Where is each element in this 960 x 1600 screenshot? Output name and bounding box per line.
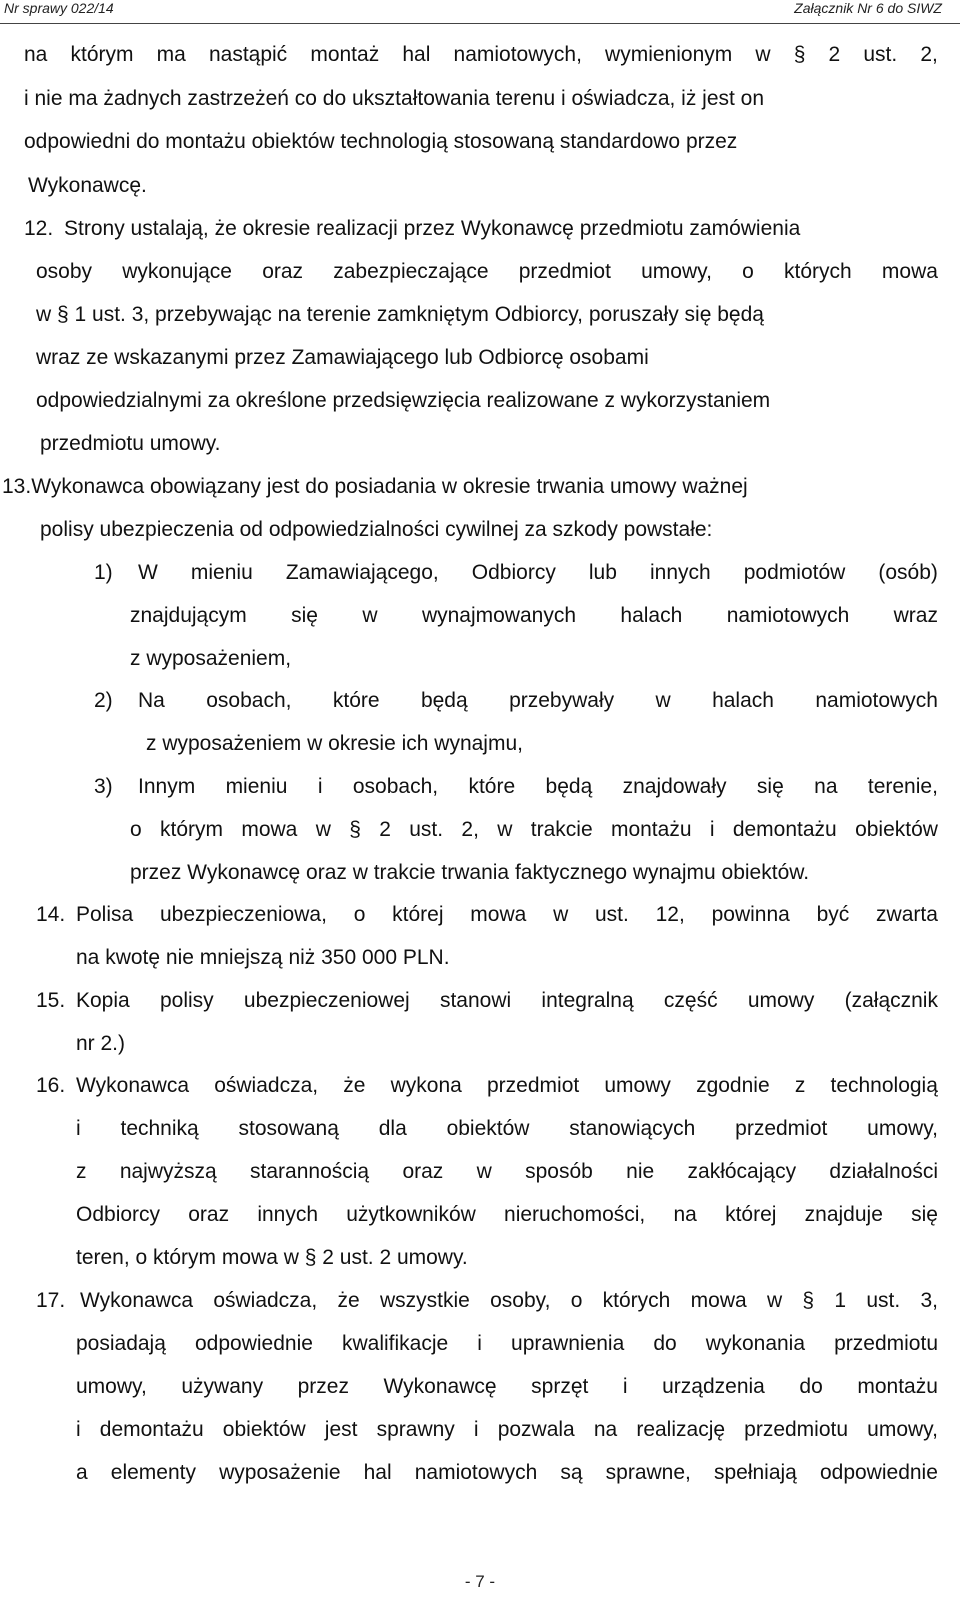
p12-number: 12. xyxy=(24,217,54,240)
p14-line-2: na kwotę nie mniejszą niż 350 000 PLN. xyxy=(76,946,450,969)
item-3-line-2: o którym mowa w § 2 ust. 2, w trakcie montażu i demontażu obiektów xyxy=(130,818,938,841)
item-3-line-3: przez Wykonawcę oraz w trakcie trwania faktycznego wynajmu obiektów. xyxy=(130,861,810,884)
p17-number: 17. xyxy=(36,1289,66,1312)
p11-line-3: odpowiedni do montażu obiektów technologią stosowaną standardowo przez xyxy=(24,130,738,153)
p17-line-1: Wykonawca oświadcza, że wszystkie osoby, o których mowa w § 1 ust. 3, xyxy=(80,1289,938,1312)
item-1-line-2: znajdującym się w wynajmowanych halach namiotowych wraz xyxy=(130,604,938,627)
p16-line-5: teren, o którym mowa w § 2 ust. 2 umowy. xyxy=(76,1246,468,1269)
p12-line-1: Strony ustalają, że okresie realizacji przez Wykonawcę przedmiotu zamówienia xyxy=(64,217,801,240)
p13-line-2: polisy ubezpieczenia od odpowiedzialności cywilnej za szkody powstałe: xyxy=(40,518,713,541)
page-number: - 7 - xyxy=(464,1572,496,1591)
p12-line-6: przedmiotu umowy. xyxy=(40,432,221,455)
item-2-line-1: Na osobach, które będą przebywały w halach namiotowych xyxy=(138,689,938,712)
p12-line-4: wraz ze wskazanymi przez Zamawiającego lub Odbiorcę osobami xyxy=(36,346,649,369)
item-3-line-1: Innym mieniu i osobach, które będą znajdowały się na terenie, xyxy=(138,775,938,798)
item-1-number: 1) xyxy=(94,561,113,584)
p12-line-3: w § 1 ust. 3, przebywając na terenie zamkniętym Odbiorcy, poruszały się będą xyxy=(36,303,764,326)
p16-number: 16. xyxy=(36,1074,66,1097)
item-2-number: 2) xyxy=(94,689,113,712)
p16-line-2: i techniką stosowaną dla obiektów stanowiących przedmiot umowy, xyxy=(76,1117,938,1140)
p11-line-2: i nie ma żadnych zastrzeżeń co do ukształtowania terenu i oświadcza, iż jest on xyxy=(24,87,765,110)
item-3-number: 3) xyxy=(94,775,113,798)
p15-line-2: nr 2.) xyxy=(76,1032,126,1055)
item-1-line-1: W mieniu Zamawiającego, Odbiorcy lub innych podmiotów (osób) xyxy=(138,561,938,584)
p17-line-4: i demontażu obiektów jest sprawny i pozwala na realizację przedmiotu umowy, xyxy=(76,1418,938,1441)
item-1-line-3: z wyposażeniem, xyxy=(130,647,292,670)
p17-line-3: umowy, używany przez Wykonawcę sprzęt i urządzenia do montażu xyxy=(76,1375,938,1398)
p13-line-1: 13.Wykonawca obowiązany jest do posiadania w okresie trwania umowy ważnej xyxy=(2,475,748,498)
p17-line-5: a elementy wyposażenie hal namiotowych są sprawne, spełniają odpowiednie xyxy=(76,1461,938,1484)
header-attachment: Załącznik Nr 6 do SIWZ xyxy=(794,0,942,16)
p12-line-2: osoby wykonujące oraz zabezpieczające przedmiot umowy, o których mowa xyxy=(36,260,938,283)
p14-number: 14. xyxy=(36,903,66,926)
p14-line-1: Polisa ubezpieczeniowa, o której mowa w ust. 12, powinna być zwarta xyxy=(76,903,938,926)
p16-line-3: z najwyższą starannością oraz w sposób nie zakłócający działalności xyxy=(76,1160,938,1183)
item-2-line-2: z wyposażeniem w okresie ich wynajmu, xyxy=(146,732,523,755)
p16-line-4: Odbiorcy oraz innych użytkowników nieruchomości, na której znajduje się xyxy=(76,1203,938,1226)
header-rule xyxy=(0,23,960,24)
p15-number: 15. xyxy=(36,989,66,1012)
p12-line-5: odpowiedzialnymi za określone przedsięwzięcia realizowane z wykorzystaniem xyxy=(36,389,771,412)
header-case-number: Nr sprawy 022/14 xyxy=(4,0,114,16)
p16-line-1: Wykonawca oświadcza, że wykona przedmiot umowy zgodnie z technologią xyxy=(76,1074,938,1097)
p11-line-1: na którym ma nastąpić montaż hal namiotowych, wymienionym w § 2 ust. 2, xyxy=(24,43,938,66)
p15-line-1: Kopia polisy ubezpieczeniowej stanowi integralną część umowy (załącznik xyxy=(76,989,938,1012)
p11-line-4: Wykonawcę. xyxy=(28,174,147,197)
p17-line-2: posiadają odpowiednie kwalifikacje i uprawnienia do wykonania przedmiotu xyxy=(76,1332,938,1355)
